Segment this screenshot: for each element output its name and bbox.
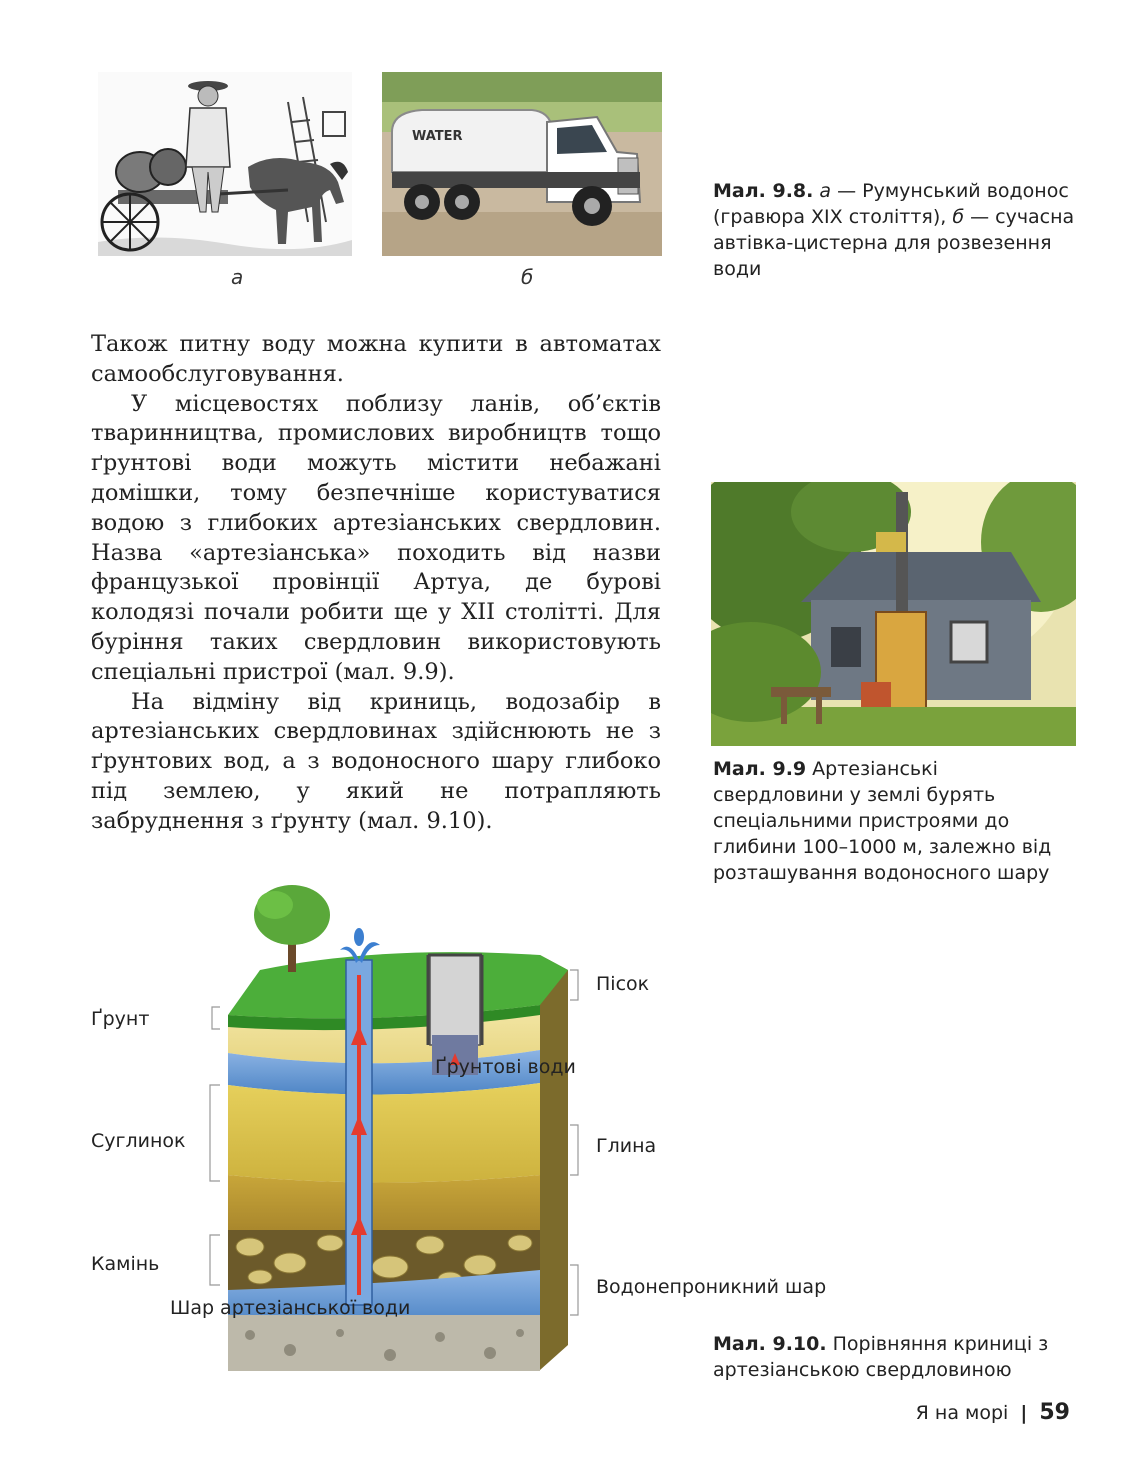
label-sand: Пісок [596, 973, 650, 995]
caption-9-8-b: б [952, 206, 965, 228]
label-stone: Камінь [91, 1253, 160, 1275]
footer-divider: | [1020, 1402, 1028, 1424]
label-groundwater: Ґрунтові води [435, 1056, 576, 1078]
figure-9-8-caption [713, 178, 1078, 282]
page-number: 59 [1039, 1400, 1070, 1425]
caption-9-10-number: Мал. 9.10. [713, 1333, 827, 1355]
label-loam: Суглинок [91, 1130, 186, 1152]
paragraph-1: Також питну воду можна купити в автоматах самообслуговування. [91, 331, 661, 387]
figure-sublabel-a: а [231, 265, 244, 289]
label-artesian-layer: Шар артезіанської води [170, 1297, 411, 1319]
caption-9-9-number: Мал. 9.9 [713, 758, 807, 780]
body-text [91, 330, 661, 837]
engraving-image [98, 72, 352, 256]
drilling-rig-image [711, 482, 1076, 746]
paragraph-3: На відміну від криниць, водозабір в артезіанських свердловинах здійснюють не з ґрунтових вод, а з водоносного шару глибоко під землею, у який не потрапляють забруднення з ґрунту (мал. 9.10). [91, 688, 661, 834]
caption-9-8-number: Мал. 9.8. [713, 180, 814, 202]
page-footer [850, 1400, 1070, 1425]
paragraph-2: У місцевостях поблизу ланів, об’єктів тваринництва, промислових виробництв тощо ґрунтові води можуть містити небажані домішки, тому безпечніше користуватися водою з глибоких артезіанських свердловин. Назва «артезіанська» походить від назви французької провінції Артуа, де бурові колодязі почали робити ще у XII столітті. Для буріння таких свердловин використовують спеціальні пристрої (мал. 9.9). [91, 390, 661, 685]
caption-9-8-text2: — сучасна автівка-цистерна для розвезення води [713, 206, 1075, 280]
water-truck-image [382, 72, 662, 256]
label-soil: Ґрунт [91, 1008, 150, 1030]
caption-9-8-a: а [819, 180, 832, 202]
truck-water-text: WATER [412, 129, 463, 144]
figure-9-10-caption [713, 1331, 1073, 1383]
label-impermeable-layer: Водонепроникний шар [596, 1276, 827, 1298]
label-clay: Глина [596, 1135, 657, 1157]
caption-9-10-text: Порівняння криниці з артезіанською свердловиною [713, 1333, 1049, 1381]
footer-section: Я на морі [915, 1402, 1009, 1424]
figure-9-9-caption [713, 756, 1073, 886]
caption-9-8-text1: — Румунський водонос (гравюра XIX століття), [713, 180, 1069, 228]
figure-sublabel-b: б [521, 265, 534, 289]
caption-9-9-text: Артезіанські свердловини у землі бурять спеціальними пристроями до глибини 100–1000 м, залежно від розташування водоносного шару [713, 758, 1052, 884]
